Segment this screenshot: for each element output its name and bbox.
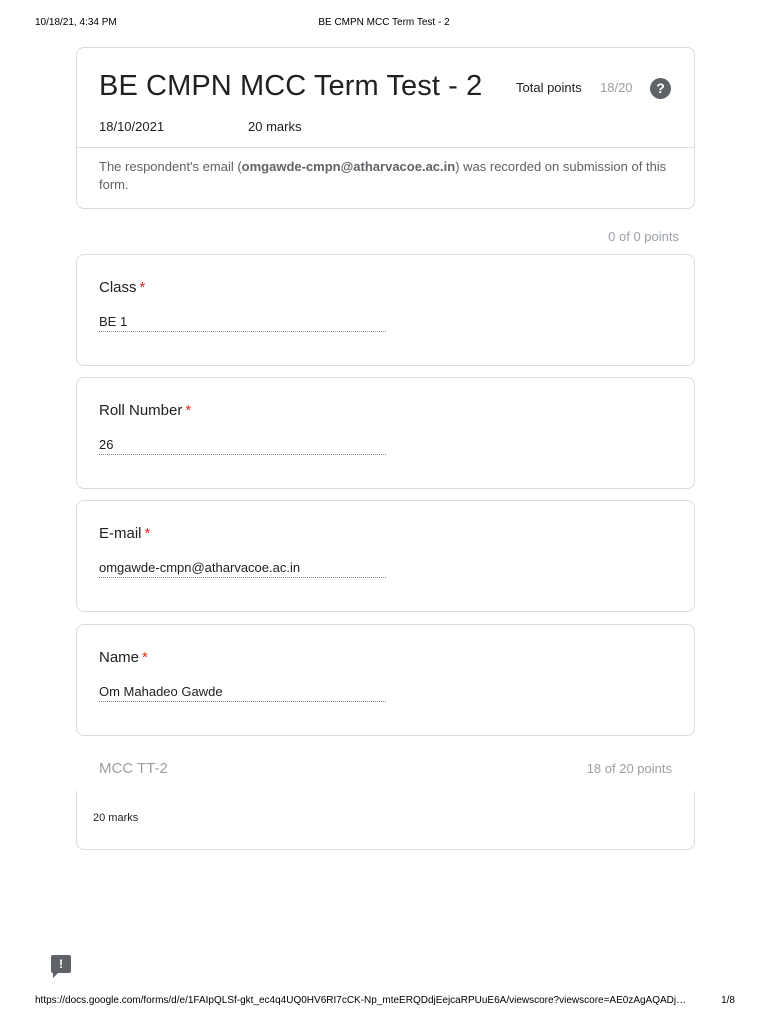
section-points: 0 of 0 points xyxy=(608,229,679,244)
required-mark: * xyxy=(139,279,146,296)
form-marks: 20 marks xyxy=(248,119,302,134)
answer-field: Om Mahadeo Gawde xyxy=(99,684,386,702)
print-url: https://docs.google.com/forms/d/e/1FAIpQLSf-gkt_ec4q4UQ0HV6RI7cCK-Np_mteERQDdjEejcaRPUuE6A/viewscore?viewscore=AE0zAgAQADj… xyxy=(35,995,687,1006)
email-notice-suffix: ) was recorded on submission of this form. xyxy=(99,159,667,192)
form-date: 18/10/2021 xyxy=(99,119,165,134)
section-title: MCC TT-2 xyxy=(99,760,168,777)
section-description: 20 marks xyxy=(93,812,139,824)
question-title xyxy=(99,649,148,666)
section-score: 18 of 20 points xyxy=(586,761,672,776)
header-divider xyxy=(77,147,694,148)
question-title-text: Name xyxy=(99,649,140,666)
question-title xyxy=(99,525,150,542)
question-card-class xyxy=(76,254,695,366)
question-title-text: Roll Number xyxy=(99,402,183,419)
print-datetime: 10/18/21, 4:34 PM xyxy=(35,17,117,28)
email-notice-prefix: The respondent's email ( xyxy=(99,159,242,174)
question-title-text: Class xyxy=(99,279,137,296)
question-title xyxy=(99,279,145,296)
question-card-name xyxy=(76,624,695,736)
question-title xyxy=(99,402,191,419)
question-card-roll-number xyxy=(76,377,695,489)
required-mark: * xyxy=(185,402,192,419)
print-title: BE CMPN MCC Term Test - 2 xyxy=(318,17,450,28)
email-notice xyxy=(99,158,674,194)
answer-field: BE 1 xyxy=(99,314,386,332)
answer-field: omgawde-cmpn@atharvacoe.ac.in xyxy=(99,560,386,578)
total-points-value: 18/20 xyxy=(600,80,633,95)
print-page-number: 1/8 xyxy=(721,995,735,1006)
feedback-icon[interactable]: ! xyxy=(51,955,71,973)
form-header-card xyxy=(76,47,695,209)
section-card xyxy=(76,791,695,850)
required-mark: * xyxy=(144,525,151,542)
required-mark: * xyxy=(142,649,148,666)
print-footer xyxy=(0,995,768,1009)
print-header xyxy=(0,17,768,31)
total-points-label: Total points xyxy=(516,80,582,95)
question-card-email xyxy=(76,500,695,612)
question-title-text: E-mail xyxy=(99,525,142,542)
answer-field: 26 xyxy=(99,437,386,455)
respondent-email: omgawde-cmpn@atharvacoe.ac.in xyxy=(241,159,456,174)
help-icon[interactable]: ? xyxy=(650,78,671,99)
form-title: BE CMPN MCC Term Test - 2 xyxy=(99,70,483,102)
